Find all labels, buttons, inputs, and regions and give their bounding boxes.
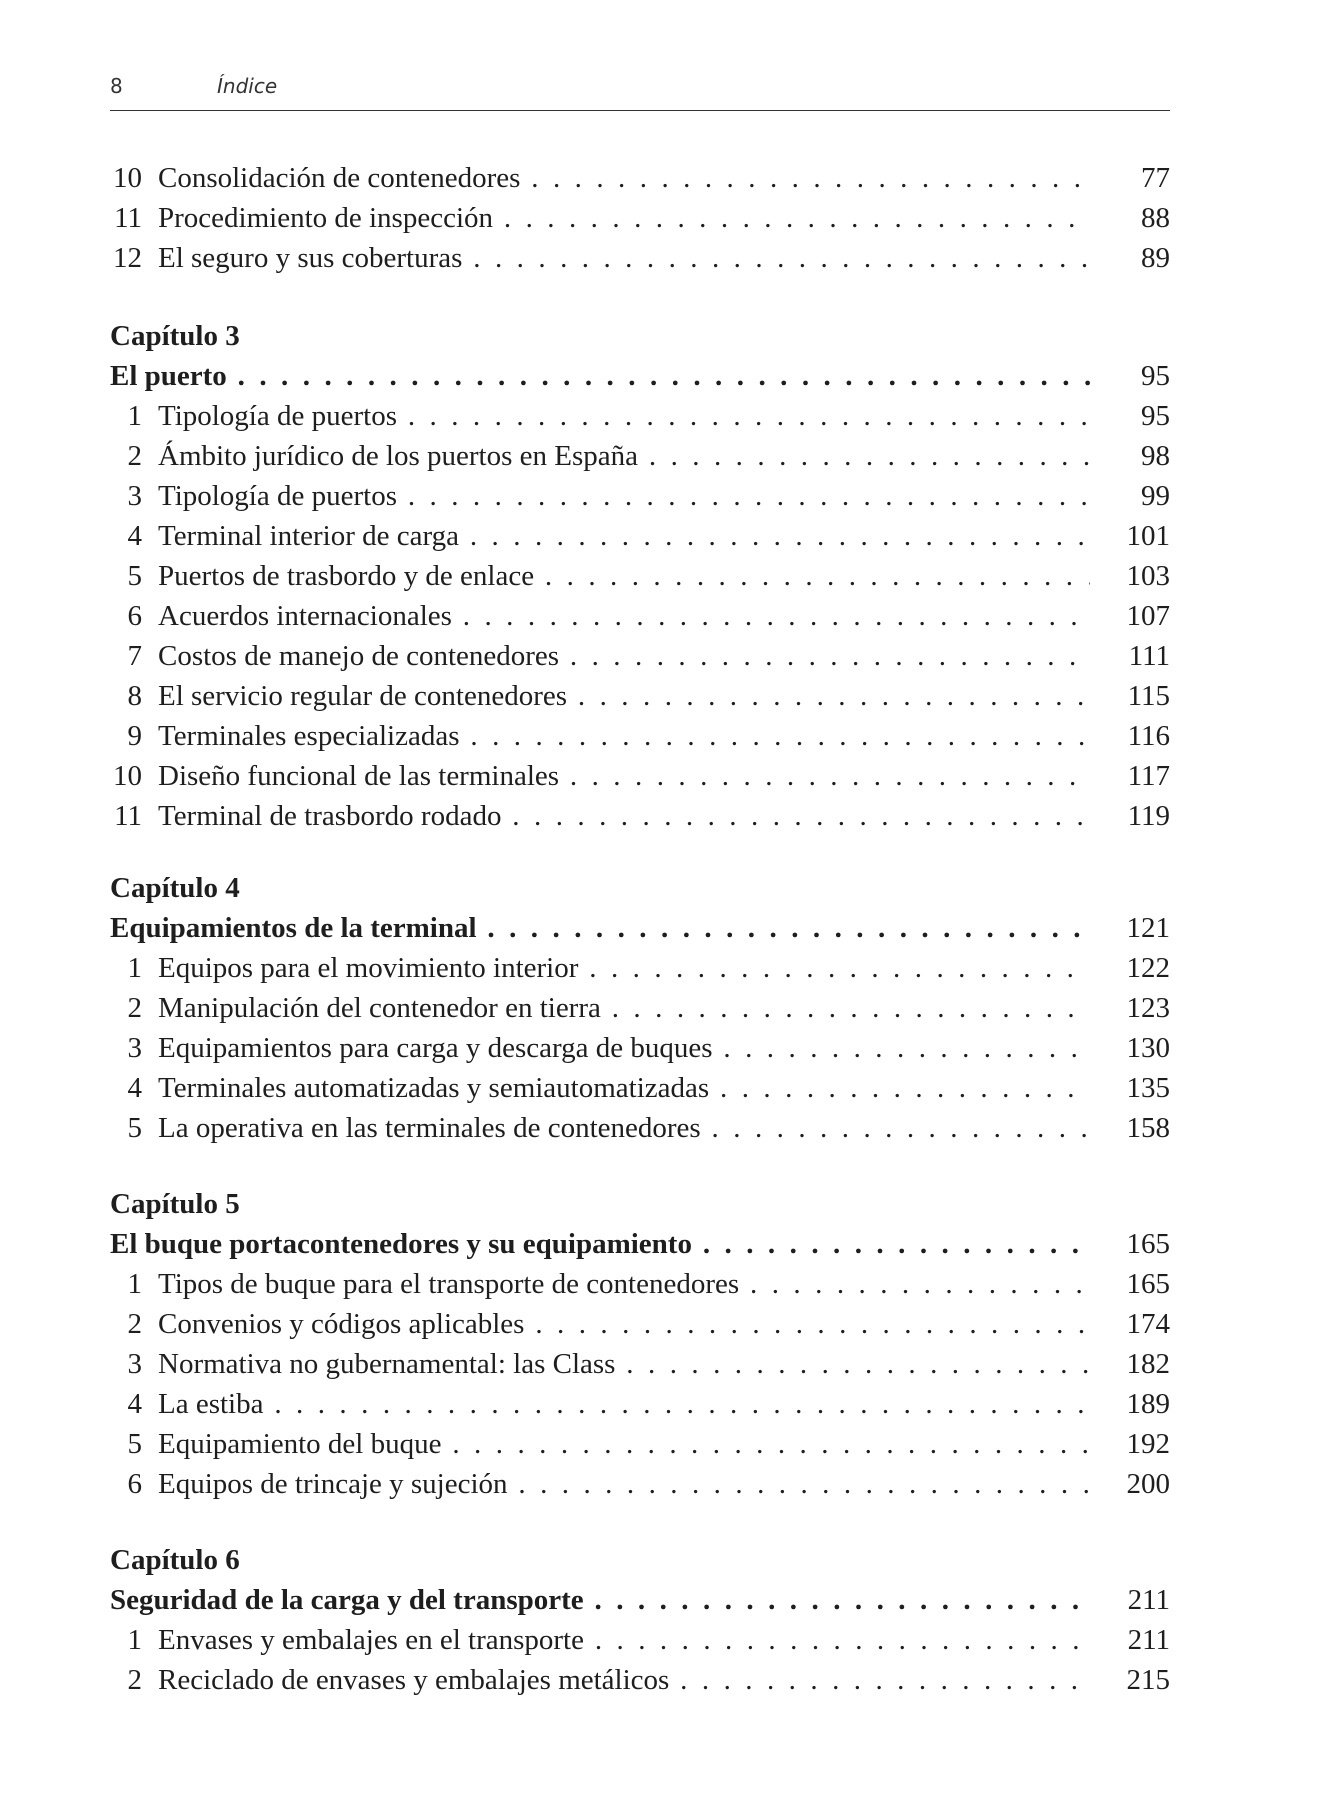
entry-title: La estiba . . .	[158, 1384, 1090, 1424]
entry-title: Tipología de puertos . . .	[158, 396, 1090, 436]
entry-page: 88	[1141, 202, 1170, 234]
entry-page: 122	[1126, 952, 1170, 984]
entry-number: 1	[127, 1268, 142, 1300]
entry-number: 4	[127, 1072, 142, 1104]
toc-entry[interactable]	[110, 948, 1170, 988]
entry-title: La operativa en las terminales de contenedores . . .	[158, 1108, 1090, 1148]
entry-title: Envases y embalajes en el transporte . . .	[158, 1620, 1090, 1660]
entry-title: Terminales automatizadas y semiautomatizadas . . .	[158, 1068, 1090, 1108]
entry-page: 107	[1126, 600, 1170, 632]
entry-title: Costos de manejo de contenedores . . .	[158, 636, 1090, 676]
entry-title: Equipos de trincaje y sujeción . . .	[158, 1464, 1090, 1504]
toc-entry[interactable]	[110, 1464, 1170, 1504]
entry-number: 9	[127, 720, 142, 752]
entry-page: 99	[1141, 480, 1170, 512]
toc-entry[interactable]	[110, 1028, 1170, 1068]
toc-entry[interactable]	[110, 238, 1170, 278]
toc-entry[interactable]	[110, 1068, 1170, 1108]
entry-title: Acuerdos internacionales . . .	[158, 596, 1090, 636]
entry-number: 6	[127, 1468, 142, 1500]
entry-number: 2	[127, 992, 142, 1024]
entry-page: 98	[1141, 440, 1170, 472]
toc-entry[interactable]	[110, 396, 1170, 436]
entry-number: 2	[127, 1308, 142, 1340]
entry-number: 2	[127, 1664, 142, 1696]
toc-entry[interactable]	[110, 556, 1170, 596]
toc-entry[interactable]	[110, 1264, 1170, 1304]
chapter-label: Capítulo 6	[110, 1544, 240, 1576]
entry-title: Terminales especializadas . . .	[158, 716, 1090, 756]
entry-number: 5	[127, 1112, 142, 1144]
entry-title: Equipos para el movimiento interior . . .	[158, 948, 1090, 988]
entry-number: 3	[127, 480, 142, 512]
entry-number: 1	[127, 1624, 142, 1656]
entry-page: 123	[1126, 992, 1170, 1024]
entry-number: 8	[127, 680, 142, 712]
toc-entry[interactable]	[110, 596, 1170, 636]
entry-title: El seguro y sus coberturas . . .	[158, 238, 1090, 278]
entry-title: Procedimiento de inspección . . .	[158, 198, 1090, 238]
entry-number: 1	[127, 952, 142, 984]
entry-page: 189	[1126, 1388, 1170, 1420]
toc-entry[interactable]	[110, 1384, 1170, 1424]
chapter-label: Capítulo 4	[110, 872, 240, 904]
entry-number: 4	[127, 1388, 142, 1420]
entry-page: 95	[1141, 400, 1170, 432]
chapter-title: Equipamientos de la terminal . . .	[110, 908, 1090, 948]
entry-title: Terminal de trasbordo rodado . . .	[158, 796, 1090, 836]
entry-number: 4	[127, 520, 142, 552]
entry-number: 5	[127, 1428, 142, 1460]
entry-title: Terminal interior de carga . . .	[158, 516, 1090, 556]
entry-number: 7	[127, 640, 142, 672]
toc-entry[interactable]	[110, 436, 1170, 476]
toc-entry[interactable]	[110, 1660, 1170, 1700]
entry-page: 77	[1141, 162, 1170, 194]
toc-entry[interactable]	[110, 1620, 1170, 1660]
entry-title: Equipamiento del buque . . .	[158, 1424, 1090, 1464]
toc-chapter-3	[110, 316, 1170, 836]
entry-page: 165	[1126, 1228, 1170, 1260]
entry-title: Ámbito jurídico de los puertos en España . . .	[158, 436, 1090, 476]
toc-entry[interactable]	[110, 676, 1170, 716]
entry-page: 89	[1141, 242, 1170, 274]
entry-number: 10	[113, 162, 142, 194]
toc-entry[interactable]	[110, 1344, 1170, 1384]
chapter-title: El buque portacontenedores y su equipamiento . . .	[110, 1224, 1090, 1264]
chapter-title-entry[interactable]	[110, 908, 1170, 948]
entry-page: 119	[1127, 800, 1170, 832]
entry-page: 121	[1126, 912, 1170, 944]
entry-number: 12	[113, 242, 142, 274]
chapter-title-entry[interactable]	[110, 356, 1170, 396]
entry-title: Convenios y códigos aplicables . . .	[158, 1304, 1090, 1344]
entry-title: Tipos de buque para el transporte de contenedores . . .	[158, 1264, 1090, 1304]
toc-entry[interactable]	[110, 516, 1170, 556]
entry-page: 115	[1127, 680, 1170, 712]
entry-title: Manipulación del contenedor en tierra . . .	[158, 988, 1090, 1028]
entry-page: 215	[1126, 1664, 1170, 1696]
entry-page: 135	[1126, 1072, 1170, 1104]
toc-entry[interactable]	[110, 716, 1170, 756]
chapter-label: Capítulo 5	[110, 1188, 240, 1220]
entry-number: 11	[114, 202, 142, 234]
entry-title: Normativa no gubernamental: las Class . . .	[158, 1344, 1090, 1384]
entry-number: 1	[127, 400, 142, 432]
entry-page: 165	[1126, 1268, 1170, 1300]
page-number: 8	[110, 74, 123, 98]
chapter-label: Capítulo 3	[110, 320, 240, 352]
entry-number: 6	[127, 600, 142, 632]
entry-title: Puertos de trasbordo y de enlace . . .	[158, 556, 1090, 596]
toc-entry[interactable]	[110, 158, 1170, 198]
chapter-title-entry[interactable]	[110, 1224, 1170, 1264]
entry-number: 11	[114, 800, 142, 832]
toc-entry[interactable]	[110, 1304, 1170, 1344]
running-title: Índice	[217, 74, 278, 98]
entry-title: Equipamientos para carga y descarga de buques . . .	[158, 1028, 1090, 1068]
toc-entry[interactable]	[110, 756, 1170, 796]
entry-title: Diseño funcional de las terminales . . .	[158, 756, 1090, 796]
entry-page: 174	[1126, 1308, 1170, 1340]
entry-number: 2	[127, 440, 142, 472]
toc-entry[interactable]	[110, 1108, 1170, 1148]
entry-page: 211	[1127, 1624, 1170, 1656]
entry-number: 3	[127, 1032, 142, 1064]
entry-page: 117	[1127, 760, 1170, 792]
entry-page: 103	[1126, 560, 1170, 592]
toc-entry[interactable]	[110, 636, 1170, 676]
toc-entry[interactable]	[110, 198, 1170, 238]
chapter-title: El puerto . . .	[110, 356, 1090, 396]
toc-chapter-4	[110, 868, 1170, 1148]
entry-title: Consolidación de contenedores . . .	[158, 158, 1090, 198]
running-head	[110, 74, 1170, 111]
chapter-title: Seguridad de la carga y del transporte . . .	[110, 1580, 1090, 1620]
entry-page: 211	[1127, 1584, 1170, 1616]
toc-entry[interactable]	[110, 1424, 1170, 1464]
entry-title: El servicio regular de contenedores . . .	[158, 676, 1090, 716]
toc-chapter-6	[110, 1540, 1170, 1700]
entry-number: 5	[127, 560, 142, 592]
entry-page: 158	[1126, 1112, 1170, 1144]
entry-page: 200	[1126, 1468, 1170, 1500]
entry-number: 3	[127, 1348, 142, 1380]
entry-page: 111	[1128, 640, 1170, 672]
entry-title: Tipología de puertos . . .	[158, 476, 1090, 516]
toc-entry[interactable]	[110, 476, 1170, 516]
entry-number: 10	[113, 760, 142, 792]
entry-title: Reciclado de envases y embalajes metálicos . . .	[158, 1660, 1090, 1700]
toc-chapter-5	[110, 1184, 1170, 1504]
entry-page: 182	[1126, 1348, 1170, 1380]
entry-page: 95	[1141, 360, 1170, 392]
entry-page: 116	[1127, 720, 1170, 752]
chapter-title-entry[interactable]	[110, 1580, 1170, 1620]
toc-entry[interactable]	[110, 988, 1170, 1028]
entry-page: 130	[1126, 1032, 1170, 1064]
toc-entry[interactable]	[110, 796, 1170, 836]
toc-block-top	[110, 158, 1170, 278]
entry-page: 192	[1126, 1428, 1170, 1460]
entry-page: 101	[1126, 520, 1170, 552]
